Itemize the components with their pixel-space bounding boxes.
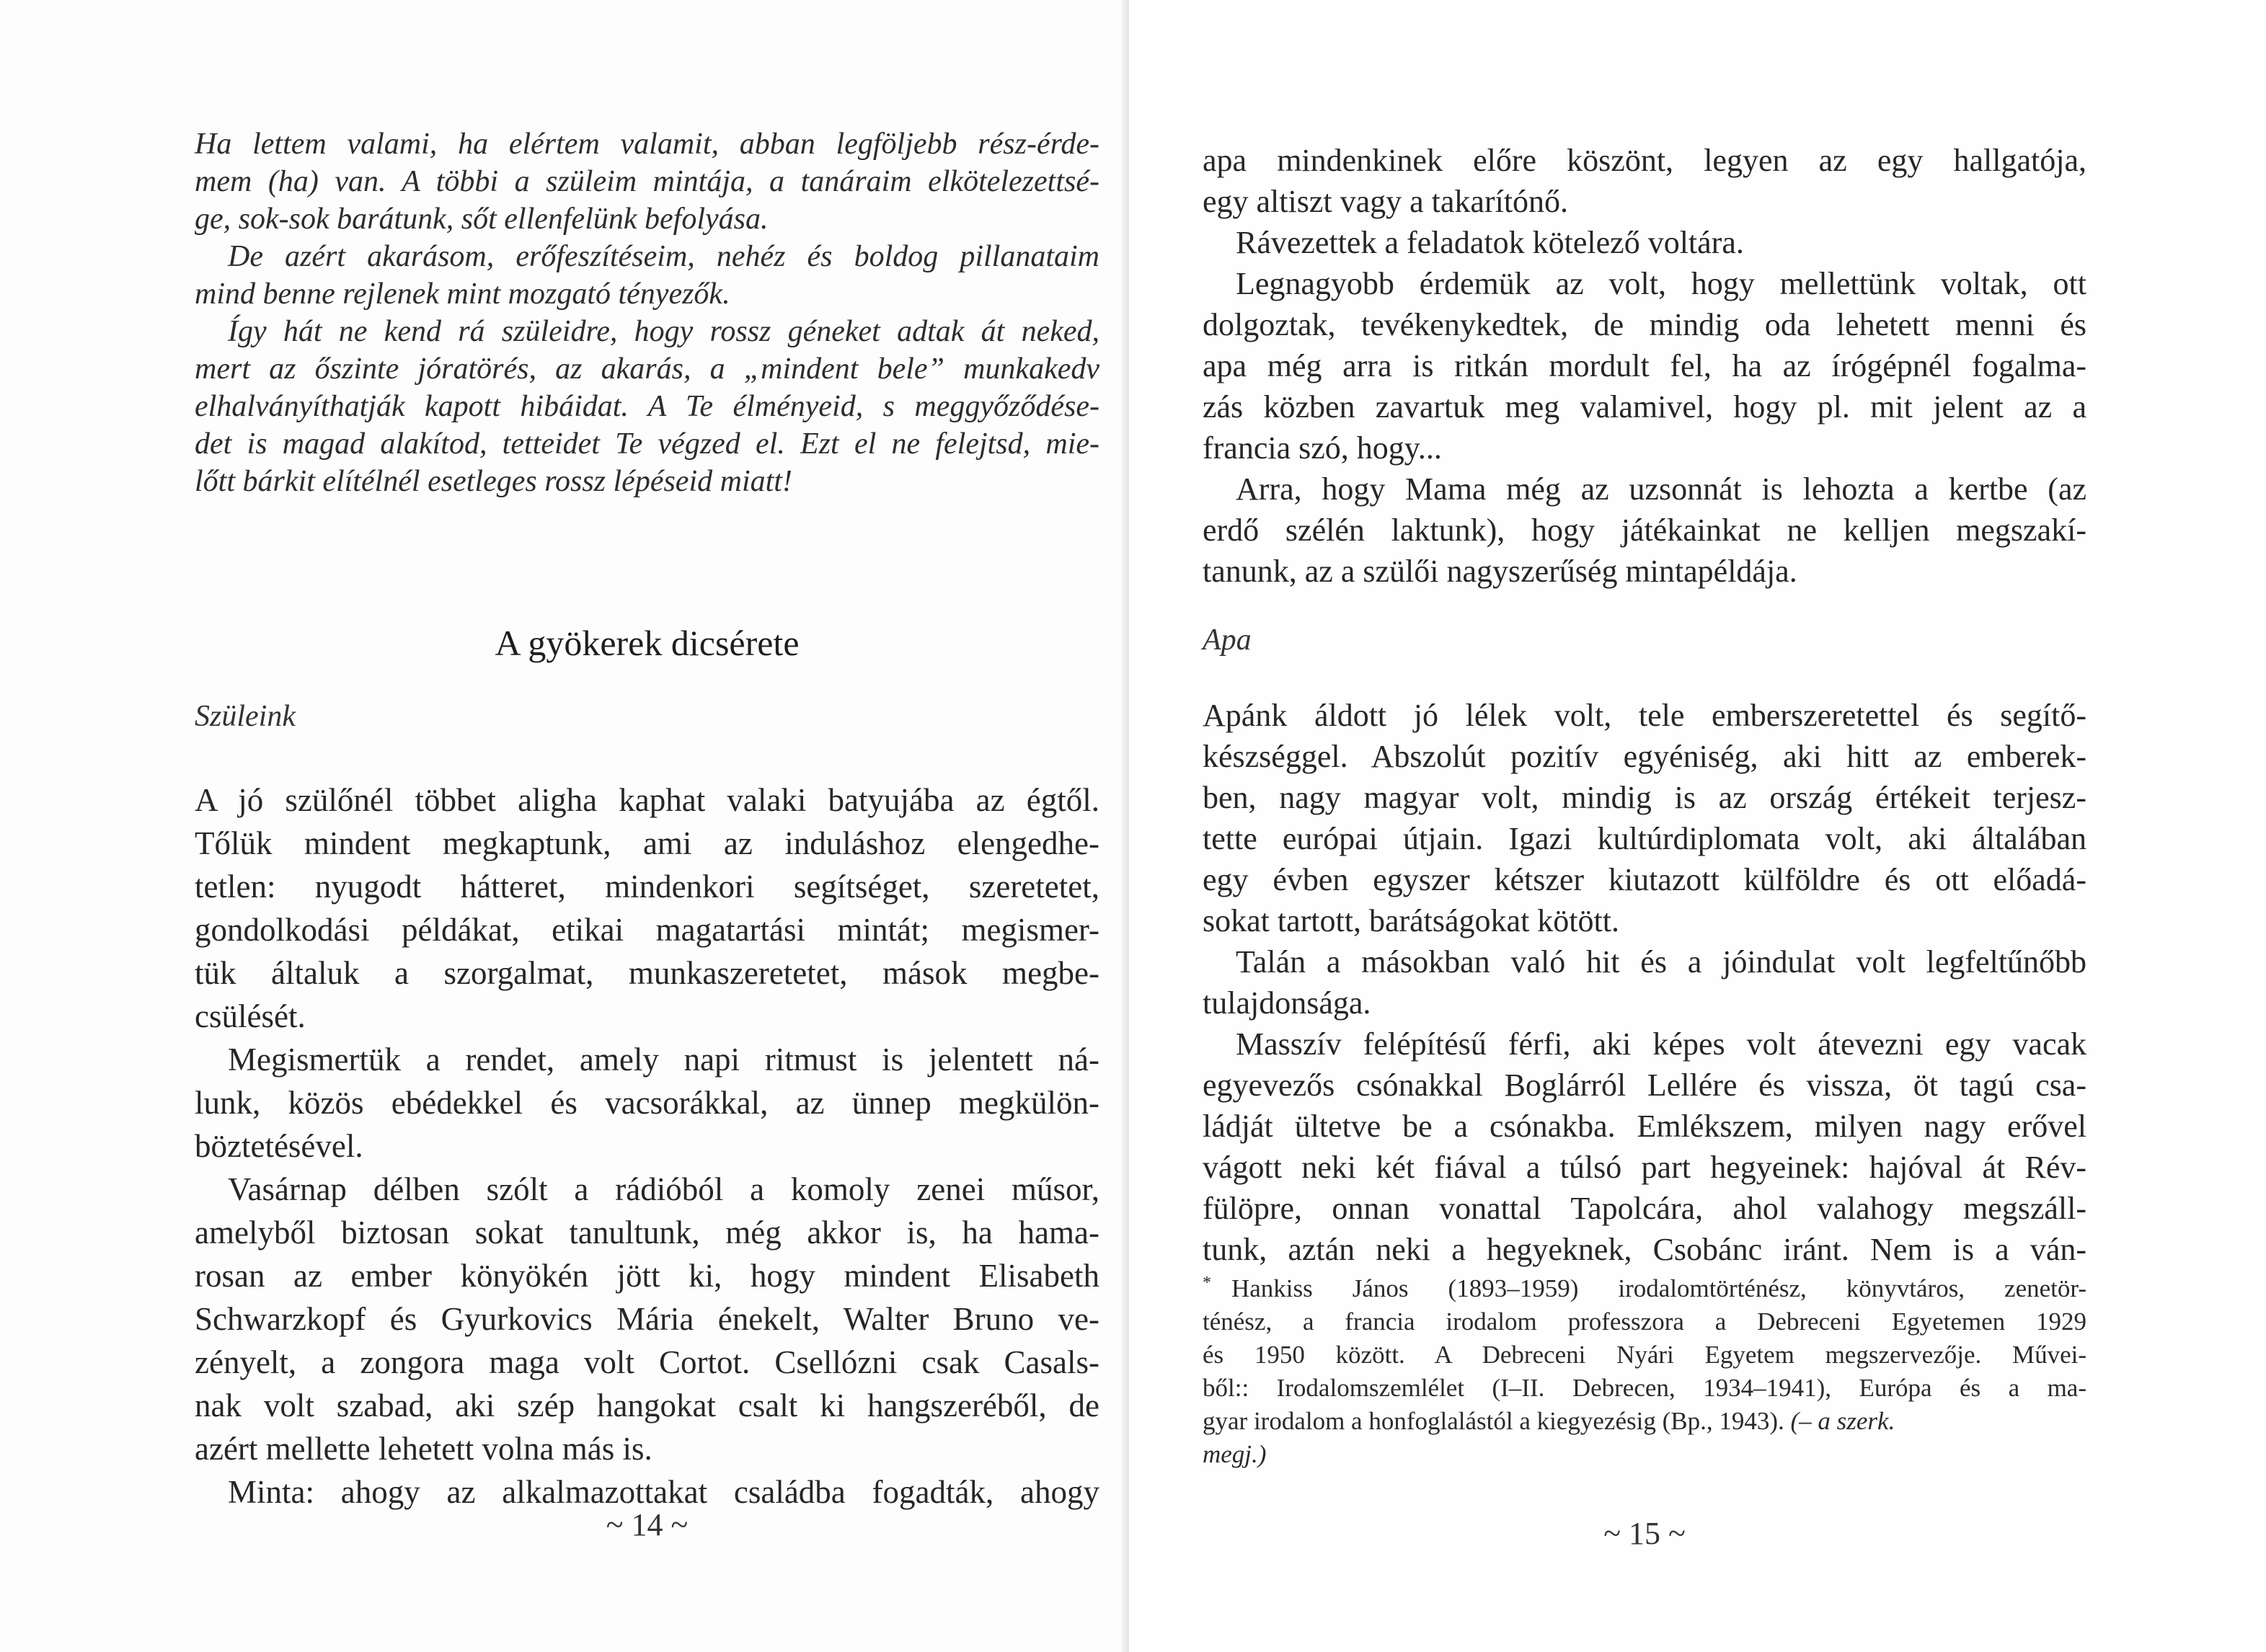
right-top-text (1203, 140, 2086, 592)
body-line: ben, nagy magyar volt, mindig is az ország értékeit terjesz- (1203, 780, 2086, 815)
body-line: tunk, aztán neki a hegyeknek, Csobánc iránt. Nem is a ván- (1203, 1232, 2086, 1267)
body-line: egy altiszt vagy a takarítónő. (1203, 184, 1569, 219)
body-line: Masszív felépítésű férfi, aki képes volt átevezni egy vacak (1236, 1026, 2086, 1062)
intro-italic-text (195, 125, 1099, 500)
body-line: Legnagyobb érdemük az volt, hogy mellettünk voltak, ott (1236, 266, 2086, 301)
body-line: ládját ültetve be a csónakba. Emlékszem, milyen nagy erővel (1203, 1109, 2086, 1144)
footnote-line: ből:: Irodalomszemlélet (I–II. Debrecen, 1934–1941), Európa és a ma- (1203, 1374, 2086, 1402)
footnote-editor-note: (– a szerk. (1790, 1407, 1895, 1435)
body-line: Arra, hogy Mama még az uzsonnát is lehozta a kertbe (az (1236, 471, 2086, 507)
body-line: tanunk, az a szülői nagyszerűség mintapéldája. (1203, 554, 1797, 589)
footnote-editor-note-end: megj.) (1203, 1440, 1267, 1468)
intro-line: Így hát ne kend rá szüleidre, hogy rossz géneket adtak át neked, (228, 315, 1099, 348)
body-line: csülését. (195, 998, 306, 1034)
footnote (1203, 1272, 2086, 1471)
footnote-line: ténész, a francia irodalom professzora a Debreceni Egyetemen 1929 (1203, 1307, 2086, 1336)
intro-line: elhalványíthatják kapott hibáidat. A Te élményeid, s meggyőződése- (195, 390, 1099, 423)
body-line: tulajdonsága. (1203, 985, 1371, 1021)
left-body-text (195, 778, 1099, 1514)
body-line: francia szó, hogy... (1203, 430, 1442, 466)
body-line: Tőlük mindent megkaptunk, ami az induláshoz elengedhe- (195, 825, 1099, 861)
intro-line: mert az őszinte jóratörés, az akarás, a „mindent bele” munkakedv (195, 352, 1099, 386)
body-line: Minta: ahogy az alkalmazottakat családba fogadták, ahogy (228, 1474, 1099, 1510)
intro-line: det is magad alakítod, tetteidet Te végzed el. Ezt el ne felejtsd, mie- (195, 427, 1099, 461)
body-line: nak volt szabad, aki szép hangokat csalt ki hangszeréből, de (195, 1387, 1099, 1424)
body-line: apa mindenkinek előre köszönt, legyen az egy hallgatója, (1203, 143, 2086, 178)
left-page (0, 0, 1129, 1652)
body-line: Schwarzkopf és Gyurkovics Mária énekelt, Walter Bruno ve- (195, 1301, 1099, 1337)
body-line: egy évben egyszer kétszer kiutazott külföldre és ott előadá- (1203, 862, 2086, 897)
body-line: tetlen: nyugodt hátteret, mindenkori segítséget, szeretetet, (195, 869, 1099, 905)
body-line: Rávezettek a feladatok kötelező voltára. (1236, 225, 1744, 260)
body-line: sokat tartott, barátságokat kötött. (1203, 903, 1619, 938)
body-line: zás közben zavartuk meg valamivel, hogy pl. mit jelent az a (1203, 389, 2086, 425)
section-heading-apa: Apa (1203, 623, 1252, 657)
body-line: apa még arra is ritkán mordult fel, ha az írógépnél fogalma- (1203, 348, 2086, 383)
body-line: dolgoztak, tevékenykedtek, de mindig oda lehetett menni és (1203, 307, 2086, 342)
body-line: A jó szülőnél többet aligha kaphat valaki batyujába az égtől. (195, 782, 1099, 818)
body-line: erdő szélén laktunk), hogy játékainkat ne kelljen megszakí- (1203, 512, 2086, 548)
body-line: amelyből biztosan sokat tanultunk, még akkor is, ha hama- (195, 1214, 1099, 1251)
body-line: Talán a másokban való hit és a jóindulat volt legfeltűnőbb (1236, 944, 2086, 980)
right-page (1129, 0, 2266, 1652)
intro-line: De azért akarásom, erőfeszítéseim, nehéz és boldog pillanataim (228, 240, 1099, 273)
chapter-title: A gyökerek dicsérete (495, 623, 800, 663)
body-line: zényelt, a zongora maga volt Cortot. Csellózni csak Casals- (195, 1344, 1099, 1380)
intro-line: mind benne rejlenek mint mozgató tényezők. (195, 277, 730, 311)
footnote-line (1203, 1405, 2086, 1438)
intro-line: ge, sok-sok barátunk, sőt ellenfelünk befolyása. (195, 203, 769, 236)
body-line: Vasárnap délben szólt a rádióból a komoly zenei műsor, (228, 1171, 1099, 1207)
footnote-line: Hankiss János (1893–1959) irodalomtörténész, könyvtáros, zenetör- (1231, 1274, 2086, 1302)
section-heading-szuleink: Szüleink (195, 700, 296, 733)
body-line: készséggel. Abszolút pozitív egyéniség, aki hitt az emberek- (1203, 739, 2086, 774)
page-number-right: ~ 15 ~ (1603, 1516, 1686, 1551)
body-line: vágott neki két fiával a túlsó part hegyeinek: hajóval át Rév- (1203, 1150, 2086, 1185)
body-line: egyevezős csónakkal Boglárról Lellére és vissza, öt tagú csa- (1203, 1067, 2086, 1103)
right-body-text (1203, 695, 2086, 1270)
body-line: rosan az ember könyökén jött ki, hogy mindent Elisabeth (195, 1258, 1099, 1294)
footnote-marker: * (1203, 1274, 1211, 1292)
body-line: gondolkodási példákat, etikai magatartási mintát; megismer- (195, 912, 1099, 948)
body-line: Apánk áldott jó lélek volt, tele emberszeretettel és segítő- (1203, 698, 2086, 733)
body-line: Megismertük a rendet, amely napi ritmust is jelentett ná- (228, 1042, 1099, 1078)
intro-line: Ha lettem valami, ha elértem valamit, abban legföljebb rész-érde- (195, 128, 1099, 161)
body-line: lunk, közös ebédekkel és vacsorákkal, az ünnep megkülön- (195, 1085, 1099, 1121)
footnote-line: és 1950 között. A Debreceni Nyári Egyetem megszervezője. Művei- (1203, 1341, 2086, 1369)
body-line: tette európai útjain. Igazi kultúrdiplomata volt, aki általában (1203, 821, 2086, 856)
intro-line: mem (ha) van. A többi a szüleim mintája, a tanáraim elkötelezettsé- (195, 165, 1099, 198)
footnote-text: gyar irodalom a honfoglalástól a kiegyezésig (Bp., 1943). (1203, 1407, 1784, 1435)
page-number-left: ~ 14 ~ (606, 1507, 689, 1542)
body-line: azért mellette lehetett volna más is. (195, 1431, 652, 1467)
body-line: böztetésével. (195, 1128, 363, 1164)
body-line: tük általuk a szorgalmat, munkaszeretetet, mások megbe- (195, 955, 1099, 991)
intro-line: lőtt bárkit elítélnél esetleges rossz lépéseid miatt! (195, 465, 792, 498)
body-line: fülöpre, onnan vonattal Tapolcára, ahol valahogy megszáll- (1203, 1191, 2086, 1226)
